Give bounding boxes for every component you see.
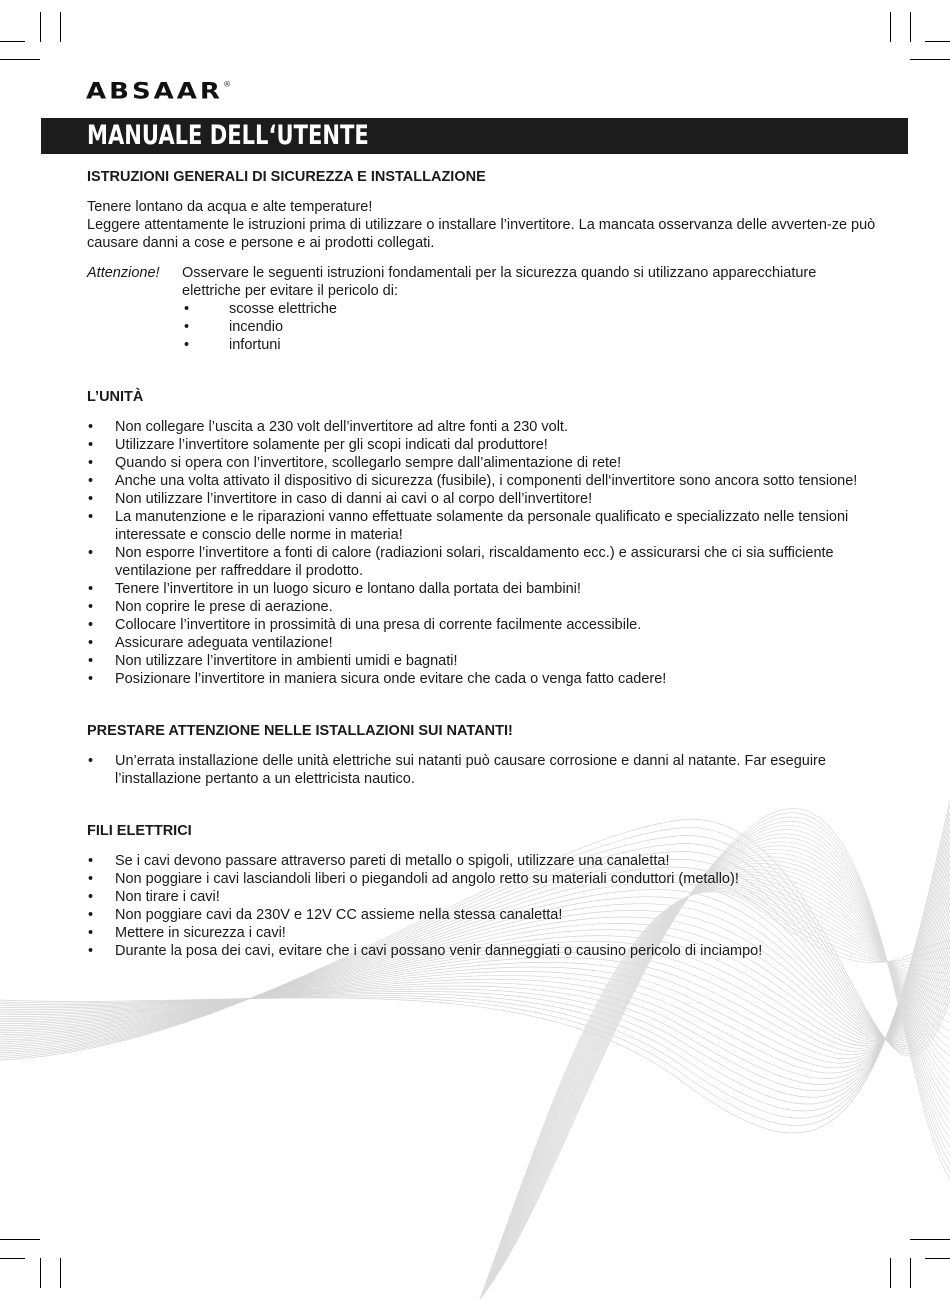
paragraph: Tenere lontano da acqua e alte temperature! bbox=[87, 199, 373, 215]
title-banner bbox=[41, 118, 908, 154]
page-title: MANUALE DELL‘UTENTE bbox=[87, 120, 369, 151]
crop-mark bbox=[40, 12, 41, 42]
manual-content bbox=[87, 168, 877, 960]
list-item: • Tenere l’invertitore in un luogo sicuro e lontano dalla portata dei bambini! bbox=[87, 580, 877, 598]
warning-text: Osservare le seguenti istruzioni fondamentali per la sicurezza quando si utilizzano apparecchiature elettriche per evitare il pericolo di: bbox=[182, 265, 817, 299]
crop-mark bbox=[0, 59, 40, 60]
paragraph: Leggere attentamente le istruzioni prima di utilizzare o installare l’invertitore. La mancata osservanza delle avverten-ze può causare danni a cose e persone e ai prodotti collegati. bbox=[87, 217, 876, 251]
list-item: • Non coprire le prese di aerazione. bbox=[87, 598, 877, 616]
brand-logo-text: ABSAAR bbox=[86, 79, 223, 105]
list-item: • Non tirare i cavi! bbox=[87, 888, 877, 906]
section-heading-wires: FILI ELETTRICI bbox=[87, 823, 192, 839]
list-item: • Se i cavi devono passare attraverso pareti di metallo o spigoli, utilizzare una canaletta! bbox=[87, 852, 877, 870]
list-item: • Anche una volta attivato il dispositivo di sicurezza (fusibile), i componenti dell‘invertitore sono ancora sotto tensione! bbox=[87, 472, 877, 490]
list-item: • Durante la posa dei cavi, evitare che i cavi possano venir danneggiati o causino pericolo di inciampo! bbox=[87, 942, 877, 960]
list-item: • Non utilizzare l’invertitore in ambienti umidi e bagnati! bbox=[87, 652, 877, 670]
list-item: • Non esporre l’invertitore a fonti di calore (radiazioni solari, riscaldamento ecc.) e assicurarsi che ci sia sufficiente ventilazione per raffreddare il prodotto. bbox=[87, 544, 877, 580]
list-item: • Posizionare l’invertitore in maniera sicura onde evitare che cada o venga fatto cadere! bbox=[87, 670, 877, 688]
hazard-list bbox=[182, 300, 877, 354]
list-item: • Un’errata installazione delle unità elettriche sui natanti può causare corrosione e danni al natante. Far eseguire l’installazione pertanto a un elettricista nautico. bbox=[87, 752, 877, 788]
section-heading-unit: L’UNITÀ bbox=[87, 389, 144, 405]
list-item: • Non utilizzare l’invertitore in caso di danni ai cavi o al corpo dell’invertitore! bbox=[87, 490, 877, 508]
crop-mark bbox=[890, 1258, 891, 1288]
crop-mark bbox=[0, 1239, 40, 1240]
crop-mark bbox=[910, 1239, 950, 1240]
list-item: • scosse elettriche bbox=[184, 301, 337, 317]
crop-mark bbox=[910, 12, 911, 42]
list-item: • La manutenzione e le riparazioni vanno effettuate solamente da personale qualificato e specializzato nelle tensioni interessate e conscio delle norme in materia! bbox=[87, 508, 877, 544]
crop-mark bbox=[60, 12, 61, 42]
list-item: • Utilizzare l’invertitore solamente per gli scopi indicati dal produttore! bbox=[87, 436, 877, 454]
crop-mark bbox=[925, 41, 950, 42]
crop-mark bbox=[910, 59, 950, 60]
warning-block bbox=[87, 264, 877, 354]
boats-list bbox=[87, 752, 877, 788]
warning-label: Attenzione! bbox=[87, 265, 160, 281]
section-heading-general: ISTRUZIONI GENERALI DI SICUREZZA E INSTALLAZIONE bbox=[87, 169, 486, 185]
list-item: • Collocare l’invertitore in prossimità di una presa di corrente facilmente accessibile. bbox=[87, 616, 877, 634]
crop-mark bbox=[925, 1258, 950, 1259]
unit-list bbox=[87, 418, 877, 688]
list-item: • Mettere in sicurezza i cavi! bbox=[87, 924, 877, 942]
list-item: • Non poggiare cavi da 230V e 12V CC assieme nella stessa canaletta! bbox=[87, 906, 877, 924]
section-heading-boats: PRESTARE ATTENZIONE NELLE ISTALLAZIONI SUI NATANTI! bbox=[87, 723, 513, 739]
list-item: • infortuni bbox=[184, 337, 281, 353]
crop-mark bbox=[0, 1258, 25, 1259]
registered-mark: ® bbox=[222, 80, 231, 89]
list-item: • incendio bbox=[184, 319, 284, 335]
crop-mark bbox=[60, 1258, 61, 1288]
wires-list bbox=[87, 852, 877, 960]
crop-mark bbox=[0, 41, 25, 42]
list-item: • Non poggiare i cavi lasciandoli liberi o piegandoli ad angolo retto su materiali conduttori (metallo)! bbox=[87, 870, 877, 888]
crop-mark bbox=[40, 1258, 41, 1288]
list-item: • Non collegare l’uscita a 230 volt dell’invertitore ad altre fonti a 230 volt. bbox=[87, 418, 877, 436]
crop-mark bbox=[890, 12, 891, 42]
crop-mark bbox=[910, 1258, 911, 1288]
list-item: • Quando si opera con l’invertitore, scollegarlo sempre dall’alimentazione di rete! bbox=[87, 454, 877, 472]
brand-logo bbox=[86, 79, 231, 105]
list-item: • Assicurare adeguata ventilazione! bbox=[87, 634, 877, 652]
